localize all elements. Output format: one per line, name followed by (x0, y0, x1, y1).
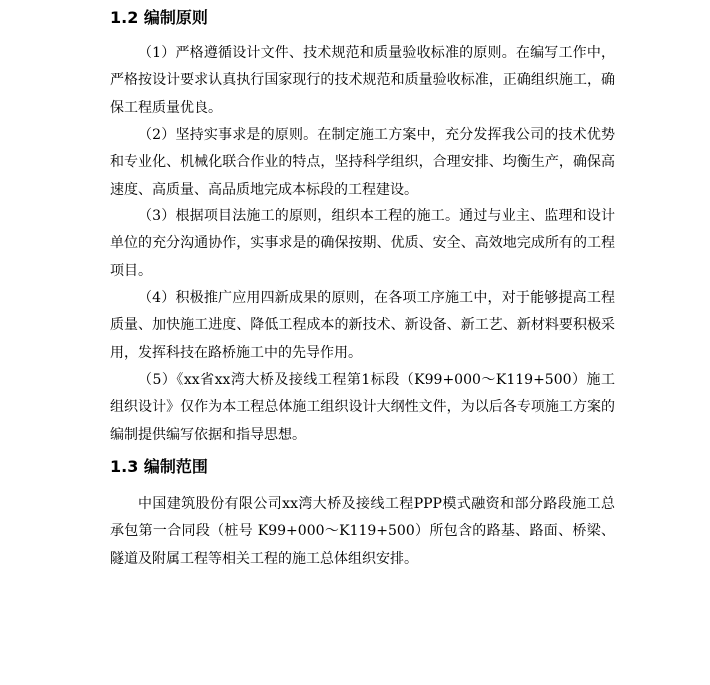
paragraph-principle-2: （2）坚持实事求是的原则。在制定施工方案中，充分发挥我公司的技术优势和专业化、机械化联合作业的特点，坚持科学组织，合理安排、均衡生产，确保高速度、高质量、高品质地完成本标段的工程建设。 (110, 127, 615, 198)
paragraph-principle-5: （5）《xx省xx湾大桥及接线工程第1标段（K99+000～K119+500）施工组织设计》仅作为本工程总体施工组织设计大纲性文件，为以后各专项施工方案的编制提供编写依据和指导思想。 (110, 372, 615, 443)
paragraph-principle-4: （4）积极推广应用四新成果的原则，在各项工序施工中，对于能够提高工程质量、加快施工进度、降低工程成本的新技术、新设备、新工艺、新材料要积极采用，发挥科技在路桥施工中的先导作用。 (110, 290, 615, 361)
section-heading-1-2: 1.2 编制原则 (110, 8, 208, 27)
section-heading-1-3: 1.3 编制范围 (110, 457, 208, 476)
paragraph-principle-1: （1）严格遵循设计文件、技术规范和质量验收标准的原则。在编写工作中，严格按设计要求认真执行国家现行的技术规范和质量验收标准，正确组织施工，确保工程质量优良。 (110, 45, 615, 116)
paragraph-principle-3: （3）根据项目法施工的原则，组织本工程的施工。通过与业主、监理和设计单位的充分沟通协作，实事求是的确保按期、优质、安全、高效地完成所有的工程项目。 (110, 208, 615, 279)
paragraph-scope: 中国建筑股份有限公司xx湾大桥及接线工程PPP模式融资和部分路段施工总承包第一合同段（桩号 K99+000～K119+500）所包含的路基、路面、桥梁、隧道及附属工程等相关工程的施工总体组织安排。 (110, 496, 615, 567)
